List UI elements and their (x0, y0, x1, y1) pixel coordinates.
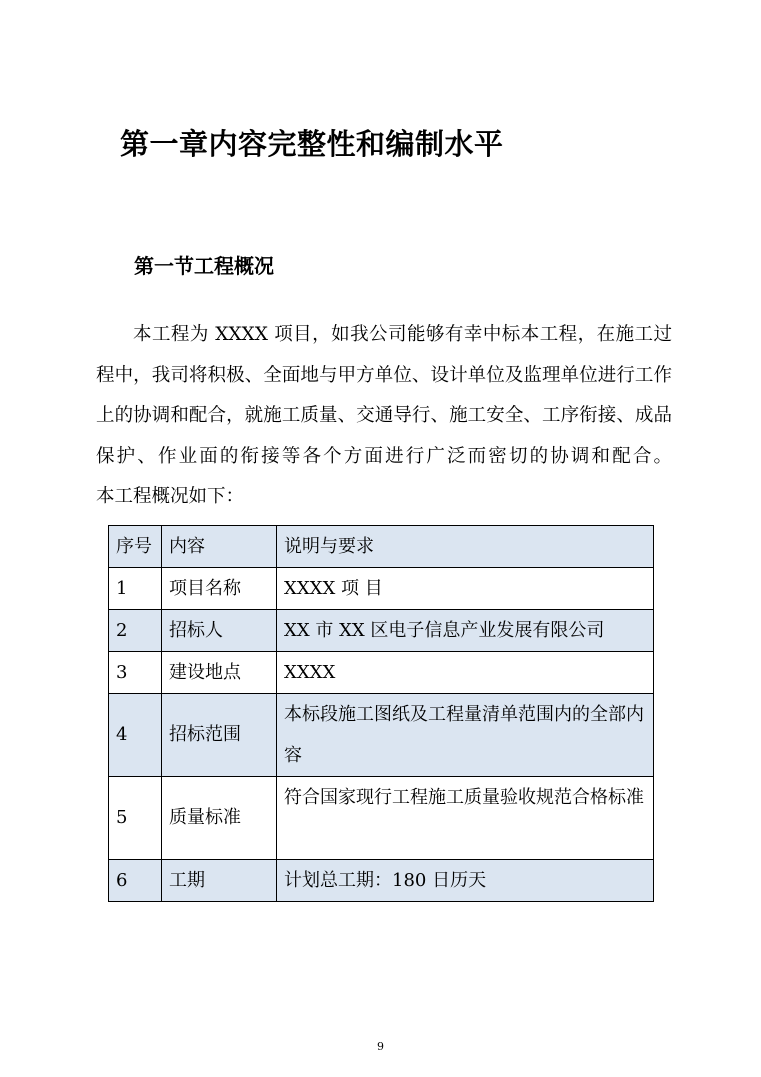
row-item: 项目名称 (162, 568, 277, 610)
row-description: 本标段施工图纸及工程量清单范围内的全部内 容 (277, 694, 654, 777)
row-item: 建设地点 (162, 652, 277, 694)
section-title: 第一节工程概况 (134, 254, 274, 278)
table-row (109, 568, 654, 610)
table-row (109, 694, 654, 777)
table-row (109, 610, 654, 652)
chapter-title: 第一章内容完整性和编制水平 (120, 127, 504, 161)
row-description: XX 市 XX 区电子信息产业发展有限公司 (277, 610, 654, 652)
header-content: 内容 (162, 526, 277, 568)
row-item: 工期 (162, 860, 277, 902)
table-row (109, 777, 654, 860)
row-number: 2 (109, 610, 162, 652)
row-item: 招标人 (162, 610, 277, 652)
overview-paragraph: 本工程为 XXXX 项目，如我公司能够有幸中标本工程，在施工过程中，我司将积极、全面地与甲方单位、设计单位及监理单位进行工作上的协调和配合，就施工质量、交通导行、施工安全、工序衔接、成品保护、作业面的衔接等各个方面进行广泛而密切的协调和配合。 (96, 324, 672, 467)
table-row (109, 860, 654, 902)
row-number: 3 (109, 652, 162, 694)
row-description: 计划总工期：180 日历天 (277, 860, 654, 902)
page-number: 9 (377, 1040, 384, 1053)
row-description: 符合国家现行工程施工质量验收规范合格标准 (277, 777, 654, 860)
row-number: 1 (109, 568, 162, 610)
row-number: 5 (109, 777, 162, 860)
body-text (96, 315, 672, 518)
row-number: 4 (109, 694, 162, 777)
table-header-row (109, 526, 654, 568)
row-description: XXXX (277, 652, 654, 694)
row-item: 质量标准 (162, 777, 277, 860)
project-overview-table (108, 525, 654, 902)
row-number: 6 (109, 860, 162, 902)
row-item: 招标范围 (162, 694, 277, 777)
header-description: 说明与要求 (277, 526, 654, 568)
table-lead-in: 本工程概况如下： (96, 486, 245, 507)
header-number: 序号 (109, 526, 162, 568)
table-row (109, 652, 654, 694)
row-description: XXXX 项 目 (277, 568, 654, 610)
